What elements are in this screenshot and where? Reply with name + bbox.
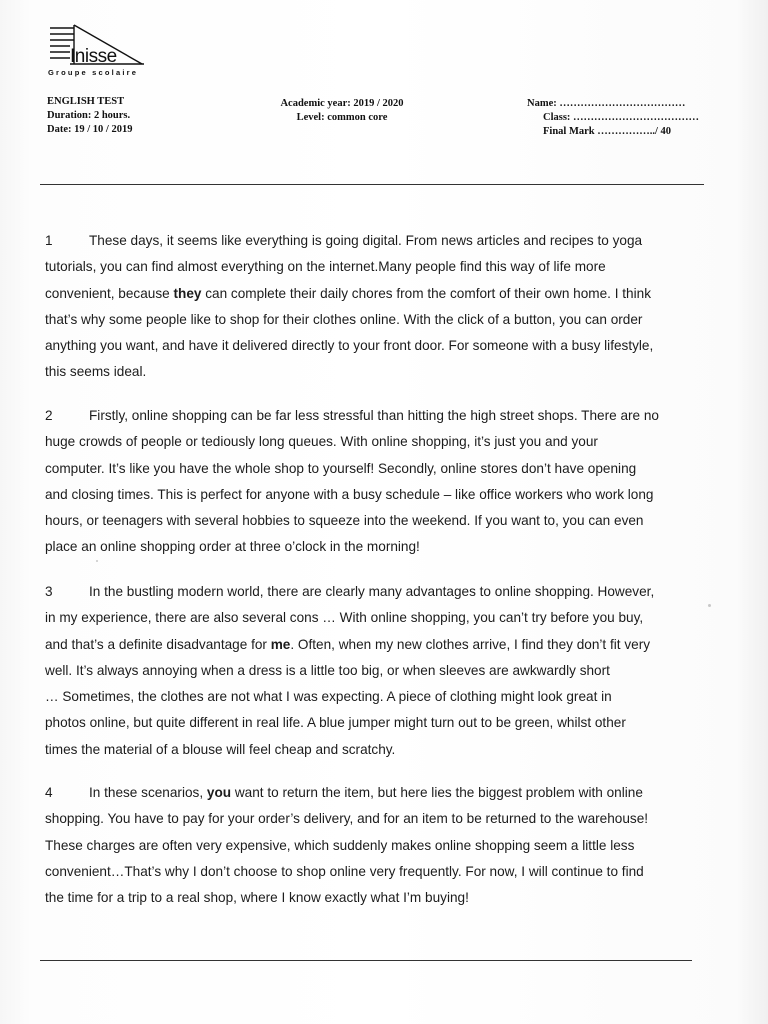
paragraph-line [45, 885, 695, 911]
test-date: Date: 19 / 10 / 2019 [47, 124, 133, 135]
paragraph-text: can complete their daily chores from the comfort of their own home. I think [201, 285, 651, 301]
paragraph-text: These charges are often very expensive, which suddenly makes online shopping seem a little less [45, 837, 635, 853]
paragraph-line [45, 710, 695, 736]
paragraph-line [45, 508, 695, 534]
paragraph-line [45, 228, 695, 254]
header-divider [40, 184, 704, 185]
paragraph-line [45, 534, 695, 560]
bold-word: they [173, 285, 202, 301]
academic-year: Academic year: 2019 / 2020 [280, 98, 404, 109]
paragraph-1 [45, 228, 695, 386]
paragraph-text: anything you want, and have it delivered directly to your front door. For someone with a busy lifestyle, [45, 338, 654, 354]
school-logo [44, 22, 156, 84]
student-name-field: Name: ……………………………… [527, 98, 686, 109]
paragraph-text: hours, or teenagers with several hobbies to squeeze into the weekend. If you want to, you can even [45, 513, 644, 529]
paragraph-text: in my experience, there are also several cons … With online shopping, you can’t try before you buy, [45, 610, 644, 626]
academic-info [273, 97, 411, 125]
paragraph-line [45, 780, 695, 806]
paragraph-line [45, 307, 695, 333]
logo-subtitle: Groupe scolaire [48, 68, 139, 77]
paragraph-text: In the bustling modern world, there are clearly many advantages to online shopping. However, [89, 584, 655, 599]
paragraph-text: tutorials, you can find almost everything on the internet.Many people find this way of life more [45, 259, 606, 275]
paragraph-number: 1 [45, 233, 53, 248]
paragraph-line [45, 684, 695, 710]
paragraph-text: this seems ideal. [45, 364, 147, 380]
bold-word: you [206, 785, 232, 800]
paragraph-line [45, 833, 695, 859]
test-duration: Duration: 2 hours. [47, 110, 131, 121]
scan-speck [96, 560, 98, 562]
paragraph-line [45, 429, 695, 455]
paragraph-line [45, 859, 695, 885]
bold-word: me [270, 636, 291, 652]
student-info [527, 97, 699, 139]
paragraph-line [45, 281, 695, 307]
paragraph-text: the time for a trip to a real shop, where I know exactly what I’m buying! [45, 890, 469, 906]
test-info [47, 95, 132, 137]
logo-name: Inisse [70, 46, 117, 67]
paragraph-line [45, 482, 695, 508]
paragraph-text: place an online shopping order at three o’clock in the morning! [45, 539, 420, 555]
paragraph-line [45, 605, 695, 631]
paragraph-text: In these scenarios, [89, 785, 207, 800]
footer-divider [40, 960, 692, 961]
paragraph-text: These days, it seems like everything is going digital. From news articles and recipes to yoga [89, 233, 643, 248]
paragraph-line [45, 658, 695, 684]
paragraph-line [45, 254, 695, 280]
paragraph-text: shopping. You have to pay for your order’s delivery, and for an item to be returned to the warehouse! [45, 811, 649, 827]
paragraph-text: want to return the item, but here lies the biggest problem with online [231, 785, 643, 800]
paragraph-text: huge crowds of people or tediously long queues. With online shopping, it’s just you and your [45, 434, 598, 450]
paragraph-line [45, 737, 695, 763]
student-class-field: Class: ……………………………… [543, 112, 700, 123]
paragraph-text: that’s why some people like to shop for their clothes online. With the click of a button, you can order [45, 311, 643, 327]
paragraph-text: convenient, because [45, 285, 174, 301]
paragraph-number: 3 [45, 584, 53, 599]
academic-level: Level: common core [296, 112, 388, 123]
paragraph-line [45, 456, 695, 482]
paragraph-line [45, 403, 695, 429]
paragraph-text: . Often, when my new clothes arrive, I find they don’t fit very [290, 636, 651, 652]
test-subject: ENGLISH TEST [47, 96, 125, 107]
paragraph-line [45, 579, 695, 605]
paragraph-text: times the material of a blouse will feel cheap and scratchy. [45, 741, 396, 757]
paragraph-2 [45, 403, 695, 561]
paragraph-line [45, 359, 695, 385]
paragraph-line [45, 632, 695, 658]
paragraph-line [45, 333, 695, 359]
paragraph-4 [45, 780, 695, 911]
paragraph-text: photos online, but quite different in real life. A blue jumper might turn out to be green, whilst other [45, 715, 626, 731]
paragraph-text: convenient…That’s why I don’t choose to shop online very frequently. For now, I will continue to find [45, 863, 644, 879]
paragraph-text: and that’s a definite disadvantage for [45, 636, 271, 652]
paragraph-line [45, 806, 695, 832]
paragraph-text: Firstly, online shopping can be far less stressful than hitting the high street shops. There are no [89, 408, 659, 423]
paragraph-text: and closing times. This is perfect for anyone with a busy schedule – like office workers who work long [45, 486, 654, 502]
paragraph-text: well. It’s always annoying when a dress is a little too big, or when sleeves are awkwardly short [45, 662, 610, 678]
paragraph-text: … Sometimes, the clothes are not what I was expecting. A piece of clothing might look great in [45, 689, 612, 705]
scan-speck [708, 604, 711, 607]
paragraph-number: 4 [45, 785, 53, 800]
final-mark-field: Final Mark ……………../ 40 [543, 126, 672, 137]
paragraph-3 [45, 579, 695, 763]
paragraph-number: 2 [45, 408, 53, 423]
paragraph-text: computer. It’s like you have the whole shop to yourself! Secondly, online stores don’t have opening [45, 460, 637, 476]
